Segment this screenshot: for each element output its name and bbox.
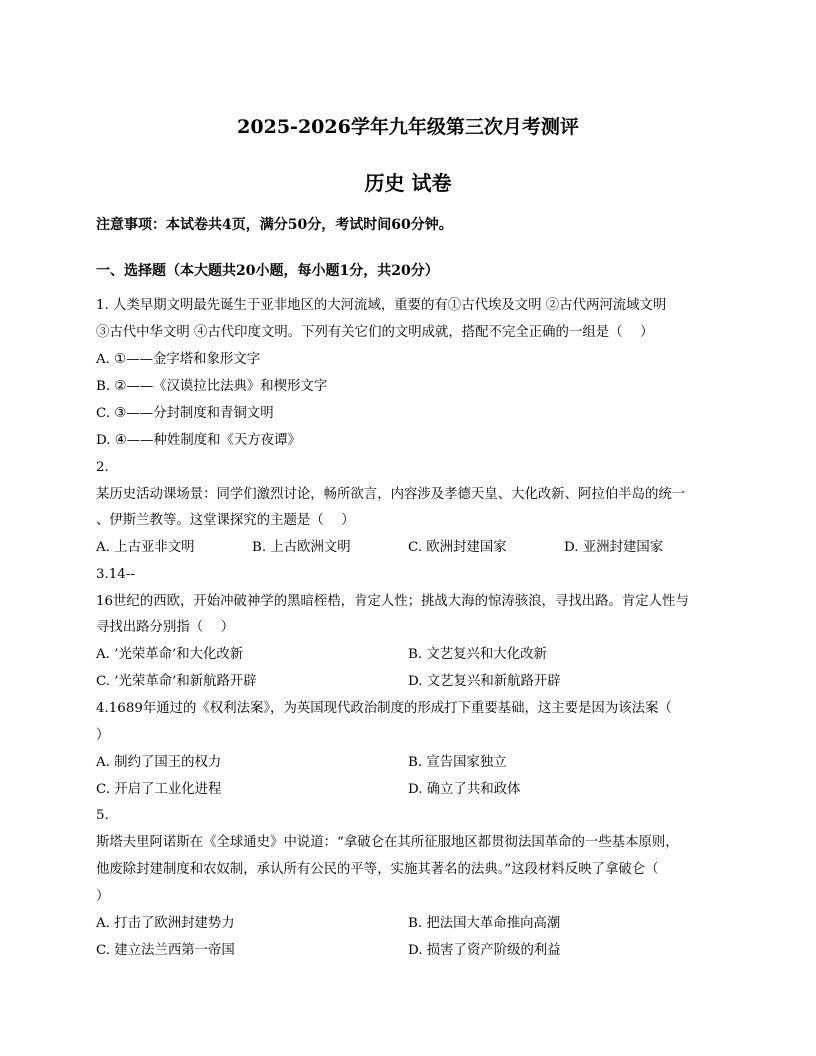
q4-option-b: B. 宣告国家独立 bbox=[408, 755, 507, 770]
q4-option-c: C. 开启了工业化进程 bbox=[96, 782, 222, 797]
q2-option-d: D. 亚洲封建国家 bbox=[564, 540, 664, 555]
q3-option-c: C. ’光荣革命’和新航路开辟 bbox=[96, 674, 257, 689]
q2-stem-line1: 某历史活动课场景：同学们激烈讨论，畅所欲言，内容涉及孝德天皇、大化改新、阿拉伯半岛的统一 bbox=[96, 487, 686, 502]
q5-stem-line2: 他废除封建制度和农奴制，承认所有公民的平等，实施其著名的法典。”这段材料反映了拿破仑（ bbox=[96, 862, 659, 877]
q3-option-b: B. 文艺复兴和大化改新 bbox=[408, 647, 547, 662]
q2-number: 2. bbox=[96, 460, 109, 475]
q3-number: 3.14-- bbox=[96, 567, 135, 582]
q1-option-d: D. ④——种姓制度和《天方夜谭》 bbox=[96, 433, 301, 448]
q1-stem-line1: 1. 人类早期文明最先诞生于亚非地区的大河流域，重要的有①古代埃及文明 ②古代两河流域文明 bbox=[96, 298, 667, 313]
q1-option-c: C. ③——分封制度和青铜文明 bbox=[96, 406, 274, 421]
q2-stem-line2: 、伊斯兰教等。这堂课探究的主题是（ ） bbox=[96, 513, 355, 528]
q5-stem-line3: ） bbox=[96, 889, 110, 904]
q5-option-a: A. 打击了欧洲封建势力 bbox=[96, 916, 235, 931]
q1-option-a: A. ①——金字塔和象形文字 bbox=[96, 352, 261, 367]
q5-stem-line1: 斯塔夫里阿诺斯在《全球通史》中说道：“拿破仑在其所征服地区都贯彻法国革命的一些基本原则， bbox=[96, 835, 679, 850]
q4-option-a: A. 制约了国王的权力 bbox=[96, 755, 222, 770]
q3-stem-line2: 寻找出路分别指（ ） bbox=[96, 620, 235, 635]
q1-stem-line2: ③古代中华文明 ④古代印度文明。下列有关它们的文明成就，搭配不完全正确的一组是（ ） bbox=[96, 325, 654, 340]
section-heading: 一、选择题（本大题共20小题，每小题1分，共20分） bbox=[96, 263, 439, 279]
exam-title: 2025-2026学年九年级第三次月考测评 bbox=[237, 116, 579, 138]
q5-option-d: D. 损害了资产阶级的利益 bbox=[408, 943, 561, 958]
q1-option-b: B. ②——《汉谟拉比法典》和楔形文字 bbox=[96, 379, 328, 394]
exam-subject: 历史 试卷 bbox=[364, 171, 452, 195]
q2-option-b: B. 上古欧洲文明 bbox=[252, 540, 351, 555]
q5-option-b: B. 把法国大革命推向高潮 bbox=[408, 916, 561, 931]
q5-option-c: C. 建立法兰西第一帝国 bbox=[96, 943, 235, 958]
q2-option-c: C. 欧洲封建国家 bbox=[408, 540, 507, 555]
exam-notice: 注意事项：本试卷共4页，满分50分，考试时间60分钟。 bbox=[96, 217, 453, 233]
q3-option-d: D. 文艺复兴和新航路开辟 bbox=[408, 674, 561, 689]
q3-stem-line1: 16世纪的西欧，开始冲破神学的黑暗桎梏，肯定人性；挑战大海的惊涛骇浪，寻找出路。肯定人性与 bbox=[96, 594, 689, 609]
q4-option-d: D. 确立了共和政体 bbox=[408, 782, 521, 797]
q5-number: 5. bbox=[96, 808, 109, 823]
q4-stem-line2: ） bbox=[96, 728, 110, 743]
q3-option-a: A. ’光荣革命’和大化改新 bbox=[96, 647, 244, 662]
q2-option-a: A. 上古亚非文明 bbox=[96, 540, 195, 555]
q4-stem-line1: 4.1689年通过的《权利法案》，为英国现代政治制度的形成打下重要基础，这主要是因为该法案（ bbox=[96, 701, 672, 716]
